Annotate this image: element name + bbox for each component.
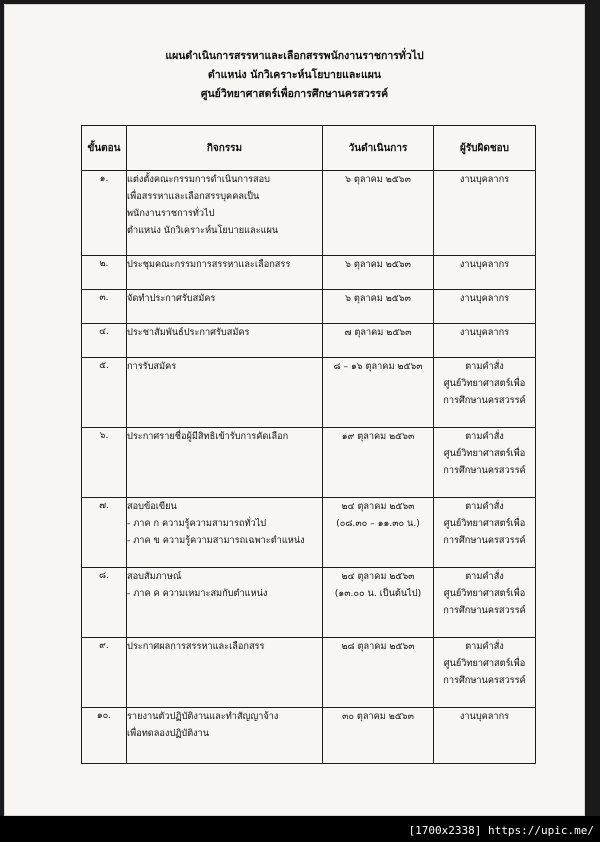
date-cell xyxy=(323,708,434,764)
activity-line: - ภาค ค ความเหมาะสมกับตำแหน่ง xyxy=(127,588,268,599)
activity-line: ประชุมคณะกรรมการสรรหาและเลือกสรร xyxy=(127,259,291,270)
table-row xyxy=(82,568,536,638)
date-line: ๒๔ ตุลาคม ๒๕๖๓ xyxy=(341,501,415,512)
activity-line: ตำแหน่ง นักวิเคราะห์นโยบายและแผน xyxy=(127,225,279,236)
responsible-line: ตามคำสั่ง xyxy=(465,641,504,652)
activity-line: - ภาค ข ความรู้ความสามารถเฉพาะตำแหน่ง xyxy=(127,535,305,546)
document-title xyxy=(5,47,584,104)
schedule-table xyxy=(81,125,536,764)
activity-line: สอบสัมภาษณ์ xyxy=(127,571,182,582)
image-info-link[interactable]: [1700x2338] https://upic.me/ xyxy=(408,824,594,837)
responsible-line: ตามคำสั่ง xyxy=(465,361,504,372)
step-number: ๘. xyxy=(82,568,127,638)
responsible-cell xyxy=(434,171,536,256)
responsible-line: ศูนย์วิทยาศาสตร์เพื่อ xyxy=(443,518,526,529)
table-row xyxy=(82,498,536,568)
table-row xyxy=(82,256,536,290)
activity-line: เพื่อสรรหาและเลือกสรรบุคคลเป็น xyxy=(127,191,260,202)
table-row xyxy=(82,290,536,324)
date-line: ๖ ตุลาคม ๒๕๖๓ xyxy=(345,259,411,270)
step-number: ๗. xyxy=(82,498,127,568)
activity-cell xyxy=(127,358,323,428)
step-number: ๑. xyxy=(82,171,127,256)
responsible-line: งานบุคลากร xyxy=(459,174,510,185)
responsible-cell xyxy=(434,708,536,764)
date-line: ๘ – ๑๖ ตุลาคม ๒๕๖๓ xyxy=(333,361,423,372)
responsible-line: การศึกษานครสวรรค์ xyxy=(443,395,526,406)
table-row xyxy=(82,708,536,764)
date-line: ๗ ตุลาคม ๒๕๖๓ xyxy=(344,327,412,338)
step-number: ๔. xyxy=(82,324,127,358)
date-cell xyxy=(323,256,434,290)
title-line-2: ตำแหน่ง นักวิเคราะห์นโยบายและแผน xyxy=(207,69,382,81)
footer-bar xyxy=(0,816,600,842)
title-line-3: ศูนย์วิทยาศาสตร์เพื่อการศึกษานครสวรรค์ xyxy=(200,88,389,100)
date-line: ๒๘ ตุลาคม ๒๕๖๓ xyxy=(341,641,415,652)
activity-line: ประชาสัมพันธ์ประกาศรับสมัคร xyxy=(127,327,250,338)
responsible-line: งานบุคลากร xyxy=(459,259,510,270)
responsible-line: ศูนย์วิทยาศาสตร์เพื่อ xyxy=(443,588,526,599)
activity-cell xyxy=(127,708,323,764)
activity-cell xyxy=(127,324,323,358)
date-cell xyxy=(323,324,434,358)
step-number: ๕. xyxy=(82,358,127,428)
activity-line: รายงานตัวปฏิบัติงานและทำสัญญาจ้าง xyxy=(127,711,279,722)
date-line: (๐๘.๓๐ – ๑๑.๓๐ น.) xyxy=(336,518,420,529)
title-line-1: แผนดำเนินการสรรหาและเลือกสรรพนักงานราชการทั่วไป xyxy=(165,50,424,62)
date-line: ๖ ตุลาคม ๒๕๖๓ xyxy=(345,174,411,185)
date-line: ๑๙ ตุลาคม ๒๕๖๓ xyxy=(341,431,415,442)
responsible-line: การศึกษานครสวรรค์ xyxy=(443,465,526,476)
activity-line: สอบข้อเขียน xyxy=(127,501,177,512)
step-number: ๖. xyxy=(82,428,127,498)
date-line: ๒๔ ตุลาคม ๒๕๖๓ xyxy=(341,571,415,582)
responsible-cell xyxy=(434,498,536,568)
activity-line: ประกาศรายชื่อผู้มีสิทธิเข้ารับการคัดเลือก xyxy=(127,431,289,442)
responsible-cell xyxy=(434,428,536,498)
activity-cell xyxy=(127,428,323,498)
responsible-line: การศึกษานครสวรรค์ xyxy=(443,535,526,546)
responsible-line: ตามคำสั่ง xyxy=(465,571,504,582)
date-cell xyxy=(323,290,434,324)
table-row xyxy=(82,171,536,256)
document-page xyxy=(4,4,585,816)
date-cell xyxy=(323,498,434,568)
activity-line: เพื่อทดลองปฏิบัติงาน xyxy=(127,728,210,739)
activity-line: พนักงานราชการทั่วไป xyxy=(127,208,215,219)
responsible-cell xyxy=(434,324,536,358)
responsible-line: ตามคำสั่ง xyxy=(465,431,504,442)
activity-cell xyxy=(127,290,323,324)
responsible-cell xyxy=(434,358,536,428)
responsible-line: งานบุคลากร xyxy=(459,711,510,722)
step-number: ๙. xyxy=(82,638,127,708)
date-line: (๑๓.๐๐ น. เป็นต้นไป) xyxy=(334,588,422,599)
header-date: วันดำเนินการ xyxy=(323,126,434,171)
header-activity: กิจกรรม xyxy=(127,126,323,171)
responsible-line: ศูนย์วิทยาศาสตร์เพื่อ xyxy=(443,448,526,459)
header-responsible: ผู้รับผิดชอบ xyxy=(434,126,536,171)
date-line: ๓๐ ตุลาคม ๒๕๖๓ xyxy=(342,711,414,722)
header-step: ขั้นตอน xyxy=(82,126,127,171)
table-header-row xyxy=(82,126,536,171)
activity-line: ประกาศผลการสรรหาและเลือกสรร xyxy=(127,641,265,652)
date-cell xyxy=(323,638,434,708)
date-cell xyxy=(323,171,434,256)
responsible-line: ศูนย์วิทยาศาสตร์เพื่อ xyxy=(443,658,526,669)
responsible-line: ศูนย์วิทยาศาสตร์เพื่อ xyxy=(443,378,526,389)
responsible-line: การศึกษานครสวรรค์ xyxy=(443,605,526,616)
responsible-line: งานบุคลากร xyxy=(459,327,510,338)
responsible-line: ตามคำสั่ง xyxy=(465,501,504,512)
activity-cell xyxy=(127,568,323,638)
activity-line: การรับสมัคร xyxy=(127,361,177,372)
table-row xyxy=(82,358,536,428)
responsible-cell xyxy=(434,568,536,638)
activity-line: แต่งตั้งคณะกรรมการดำเนินการสอบ xyxy=(127,174,271,185)
date-cell xyxy=(323,568,434,638)
activity-cell xyxy=(127,171,323,256)
step-number: ๓. xyxy=(82,290,127,324)
activity-line: จัดทำประกาศรับสมัคร xyxy=(127,293,216,304)
table-row xyxy=(82,638,536,708)
responsible-line: งานบุคลากร xyxy=(459,293,510,304)
responsible-line: การศึกษานครสวรรค์ xyxy=(443,675,526,686)
step-number: ๒. xyxy=(82,256,127,290)
date-cell xyxy=(323,358,434,428)
responsible-cell xyxy=(434,638,536,708)
date-line: ๖ ตุลาคม ๒๕๖๓ xyxy=(345,293,411,304)
activity-cell xyxy=(127,638,323,708)
step-number: ๑๐. xyxy=(82,708,127,764)
activity-line: - ภาค ก ความรู้ความสามารถทั่วไป xyxy=(127,518,267,529)
table-row xyxy=(82,428,536,498)
responsible-cell xyxy=(434,256,536,290)
activity-cell xyxy=(127,256,323,290)
date-cell xyxy=(323,428,434,498)
table-row xyxy=(82,324,536,358)
responsible-cell xyxy=(434,290,536,324)
activity-cell xyxy=(127,498,323,568)
